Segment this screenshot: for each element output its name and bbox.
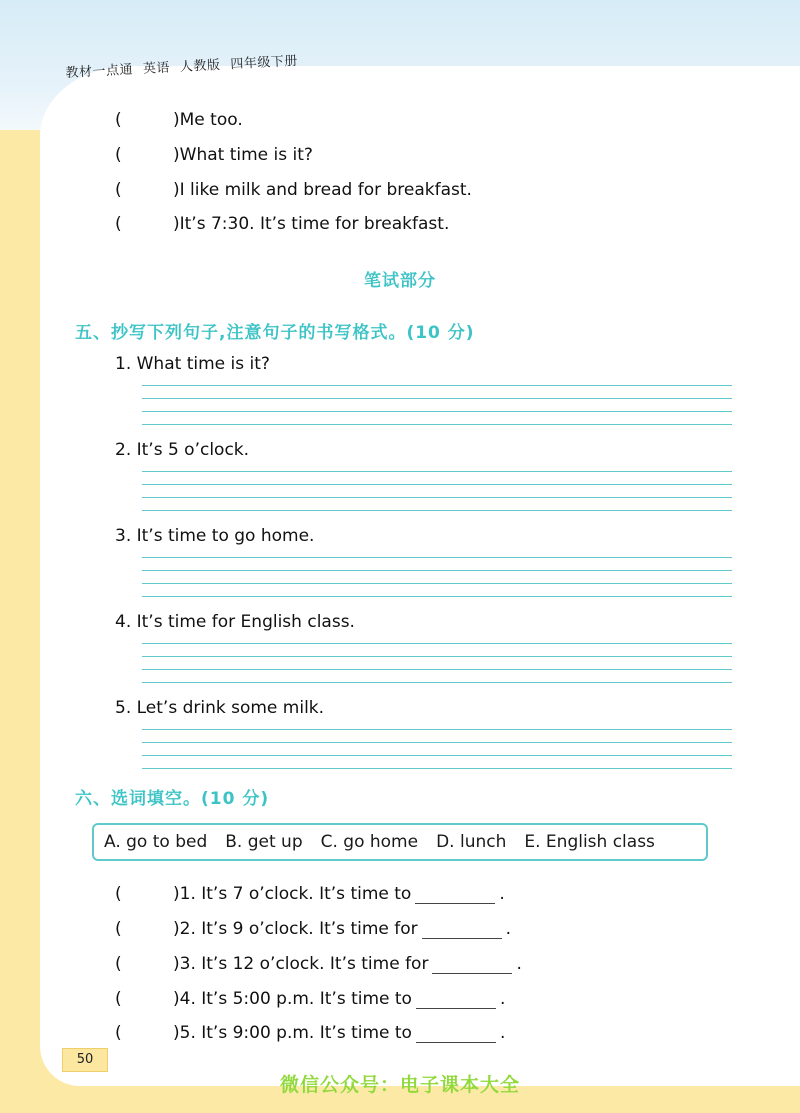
question-end: . xyxy=(499,884,505,904)
copy-item-2: 2. It’s 5 o’clock. xyxy=(115,440,250,460)
fill-blank[interactable] xyxy=(415,885,495,904)
fill-blank[interactable] xyxy=(416,1024,496,1043)
question-text: )1. It’s 7 o’clock. It’s time to xyxy=(173,884,412,904)
row-text: )What time is it? xyxy=(173,145,313,165)
row-text: )Me too. xyxy=(173,110,243,130)
question-text: )4. It’s 5:00 p.m. It’s time to xyxy=(173,989,412,1009)
listening-row-1 xyxy=(115,110,243,130)
answer-paren[interactable]: ( xyxy=(115,214,122,234)
writing-lines-2[interactable] xyxy=(142,471,732,513)
question-end: . xyxy=(516,954,522,974)
header-grade: 四年级下册 xyxy=(230,53,299,73)
listening-row-2 xyxy=(115,145,313,165)
writing-lines-1[interactable] xyxy=(142,385,732,427)
fill-question-1 xyxy=(115,884,505,904)
listening-row-3 xyxy=(115,180,472,200)
fill-blank[interactable] xyxy=(416,990,496,1009)
fill-question-3 xyxy=(115,954,522,974)
header-subject: 英语 xyxy=(142,60,171,77)
option-d: D. lunch xyxy=(436,832,507,852)
fill-question-2 xyxy=(115,919,511,939)
header-edition: 人教版 xyxy=(179,57,221,75)
option-a: A. go to bed xyxy=(104,832,208,852)
question-text: )2. It’s 9 o’clock. It’s time for xyxy=(173,919,418,939)
answer-paren[interactable]: ( xyxy=(115,989,122,1009)
row-text: )I like milk and bread for breakfast. xyxy=(173,180,472,200)
answer-paren[interactable]: ( xyxy=(115,954,122,974)
fill-question-5 xyxy=(115,1023,505,1043)
word-options-box xyxy=(92,823,708,861)
question-end: . xyxy=(499,989,506,1009)
watermark-text: 微信公众号：电子课本大全 xyxy=(279,1074,520,1096)
answer-paren[interactable]: ( xyxy=(115,110,122,130)
answer-paren[interactable]: ( xyxy=(115,884,122,904)
copy-item-3: 3. It’s time to go home. xyxy=(115,526,315,546)
header-book: 教材一点通 xyxy=(65,62,134,81)
writing-lines-4[interactable] xyxy=(142,643,732,685)
question-end: . xyxy=(499,1023,506,1043)
answer-paren[interactable]: ( xyxy=(115,145,122,165)
answer-paren[interactable]: ( xyxy=(115,180,122,200)
copy-item-1: 1. What time is it? xyxy=(115,354,270,374)
answer-paren[interactable]: ( xyxy=(115,919,122,939)
fill-blank[interactable] xyxy=(422,920,502,939)
writing-lines-5[interactable] xyxy=(142,729,732,771)
question-end: . xyxy=(505,919,512,939)
question-text: )3. It’s 12 o’clock. It’s time for xyxy=(173,954,429,974)
fill-blank[interactable] xyxy=(432,955,512,974)
row-text: )It’s 7:30. It’s time for breakfast. xyxy=(173,214,450,234)
page-number: 50 xyxy=(62,1048,108,1072)
option-c: C. go home xyxy=(320,832,419,852)
listening-row-4 xyxy=(115,214,449,234)
copy-item-5: 5. Let’s drink some milk. xyxy=(115,698,325,718)
section6-title: 六、选词填空。(10 分) xyxy=(75,789,270,809)
fill-question-4 xyxy=(115,989,505,1009)
written-part-heading: 笔试部分 xyxy=(364,271,436,291)
writing-lines-3[interactable] xyxy=(142,557,732,599)
question-text: )5. It’s 9:00 p.m. It’s time to xyxy=(173,1023,412,1043)
option-b: B. get up xyxy=(225,832,303,852)
answer-paren[interactable]: ( xyxy=(115,1023,122,1043)
copy-item-4: 4. It’s time for English class. xyxy=(115,612,355,632)
option-e: E. English class xyxy=(524,832,655,852)
section5-title: 五、抄写下列句子,注意句子的书写格式。(10 分) xyxy=(75,323,475,343)
